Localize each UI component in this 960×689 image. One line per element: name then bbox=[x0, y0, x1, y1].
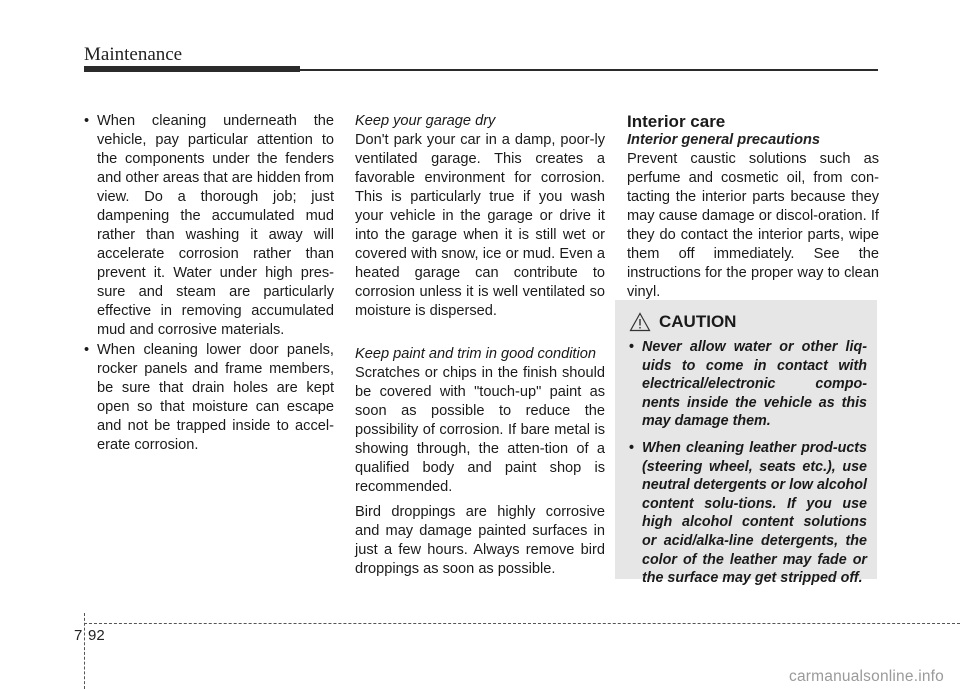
paint-paragraph: Scratches or chips in the finish should be covered with "touch-up" paint as soon as possible to reduce the possibility of corrosion. If bare metal is showing through, the atten-tion of a qualified body and paint shop is recommended. bbox=[355, 365, 605, 495]
header-rule-thick bbox=[84, 66, 300, 72]
garage-heading: Keep your garage dry bbox=[355, 113, 496, 129]
bird-droppings-paragraph: Bird droppings are highly corrosive and may damage painted surfaces in just a few hours. Always remove bird droppings as soon as possible. bbox=[355, 504, 605, 577]
chapter-number: 7 bbox=[74, 627, 83, 644]
section-header-title: Maintenance bbox=[84, 44, 183, 65]
garage-paragraph: Don't park your car in a damp, poor-ly ventilated garage. This creates a favorable environment for corrosion. This is particularly true if you wash your vehicle in the garage or drive it into the garage when it is still wet or covered with snow, ice or mud. Even a heated garage can contribute to corrosion unless it is well ventilated so moisture is dispersed. bbox=[355, 132, 605, 319]
column-left bbox=[84, 112, 334, 456]
page-number: 92 bbox=[88, 627, 105, 644]
caution-header bbox=[629, 312, 736, 332]
column-middle bbox=[355, 112, 605, 585]
footer-dashed-divider bbox=[84, 613, 85, 689]
paint-heading: Keep paint and trim in good condition bbox=[355, 346, 596, 362]
bullet-text: When cleaning underneath the vehicle, pay particular attention to the components under the fenders and other areas that are hidden from view. Do a thorough job; just dampening the accumulated mud rather than washing it away will accelerate corrosion rather than prevent it. Water under high pres-sure and steam are particularly effective in removing accumulated mud and corrosive materials. bbox=[97, 113, 334, 338]
bullet-dot-icon: • bbox=[629, 339, 635, 355]
interior-care-title: Interior care bbox=[627, 112, 726, 131]
bullet-dot-icon: • bbox=[84, 342, 90, 358]
bullet-item bbox=[84, 341, 334, 455]
bullet-text: When cleaning lower door panels, rocker panels and frame members, be sure that drain holes are kept open so that moisture can escape and not be trapped inside to accel-erate corrosion. bbox=[97, 342, 334, 453]
caution-item bbox=[629, 338, 867, 431]
watermark-text: carmanualsonline.info bbox=[789, 668, 944, 685]
bullet-item bbox=[84, 112, 334, 340]
caution-text: Never allow water or other liq-uids to come in contact with electrical/electronic compo-nents inside the vehicle as this may damage them. bbox=[642, 339, 867, 430]
bullet-dot-icon: • bbox=[84, 113, 90, 129]
footer-dashed-rule bbox=[84, 623, 960, 624]
header-rule-thin bbox=[300, 69, 878, 71]
bullet-dot-icon: • bbox=[629, 439, 635, 456]
column-right bbox=[627, 112, 879, 302]
caution-list bbox=[629, 338, 867, 596]
warning-triangle-icon bbox=[629, 312, 651, 332]
interior-precautions-subtitle: Interior general precautions bbox=[627, 132, 821, 148]
caution-text: When cleaning leather prod-ucts (steering wheel, seats etc.), use neutral detergents or low alcohol content solu-tions. If you use high alcohol content solutions or acid/alka-line detergents, the color of the leather may fade or the surface may get stripped off. bbox=[642, 439, 867, 587]
caution-box bbox=[615, 300, 877, 587]
interior-paragraph: Prevent caustic solutions such as perfume and cosmetic oil, from con-tacting the interior parts because they may cause damage or discol-oration. If they do contact the interior parts, wipe them off immediately. See the instructions for the proper way to clean vinyl. bbox=[627, 151, 879, 300]
caution-item bbox=[629, 439, 867, 588]
caution-title: CAUTION bbox=[659, 312, 737, 331]
cleaning-bullet-list bbox=[84, 112, 334, 455]
